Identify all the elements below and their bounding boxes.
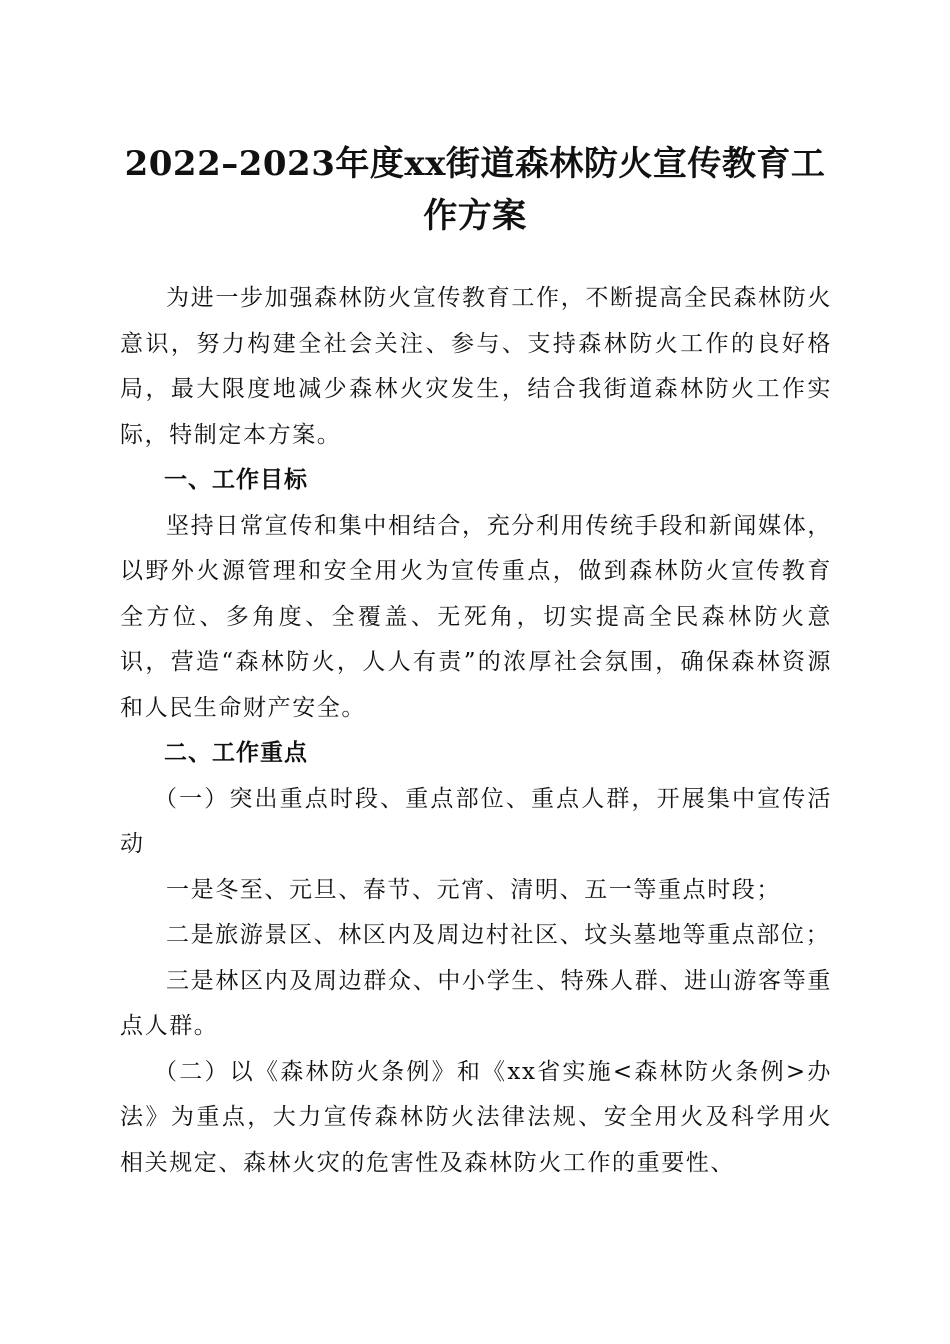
focus-item-2: （二）以《森林防火条例》和《xx省实施<森林防火条例>办法》为重点，大力宣传森林防火法律法规、安全用火及科学用火相关规定、森林火灾的危害性及森林防火工作的重要性、 (120, 1058, 832, 1176)
section-heading-focus: 二、工作重点 (164, 740, 308, 766)
title-line-2: 作方案 (423, 196, 527, 236)
section-heading-goals: 一、工作目标 (164, 467, 308, 493)
intro-paragraph: 为进一步加强森林防火宣传教育工作，不断提高全民森林防火意识，努力构建全社会关注、参与、支持森林防火工作的良好格局，最大限度地减少森林火灾发生，结合我街道森林防火工作实际，特制定本方案。 (120, 285, 832, 448)
goals-paragraph: 坚持日常宣传和集中相结合，充分利用传统手段和新闻媒体，以野外火源管理和安全用火为宣传重点，做到森林防火宣传教育全方位、多角度、全覆盖、无死角，切实提高全民森林防火意识，营造“森林防火，人人有责”的浓厚社会氛围，确保森林资源和人民生命财产安全。 (120, 512, 832, 721)
focus-item-1-point-2: 二是旅游景区、林区内及周边村社区、坟头墓地等重点部位； (166, 922, 831, 948)
focus-item-1-title: （一）突出重点时段、重点部位、重点人群，开展集中宣传活动 (120, 785, 832, 857)
title-line-1: 2022–2023年度xx街道森林防火宣传教育工 (124, 144, 826, 184)
document-title (120, 138, 830, 242)
focus-item-1-point-3: 三是林区内及周边群众、中小学生、特殊人群、进山游客等重点人群。 (120, 967, 832, 1039)
focus-item-1-point-1: 一是冬至、元旦、春节、元宵、清明、五一等重点时段； (166, 876, 781, 903)
document-body (120, 276, 832, 1186)
